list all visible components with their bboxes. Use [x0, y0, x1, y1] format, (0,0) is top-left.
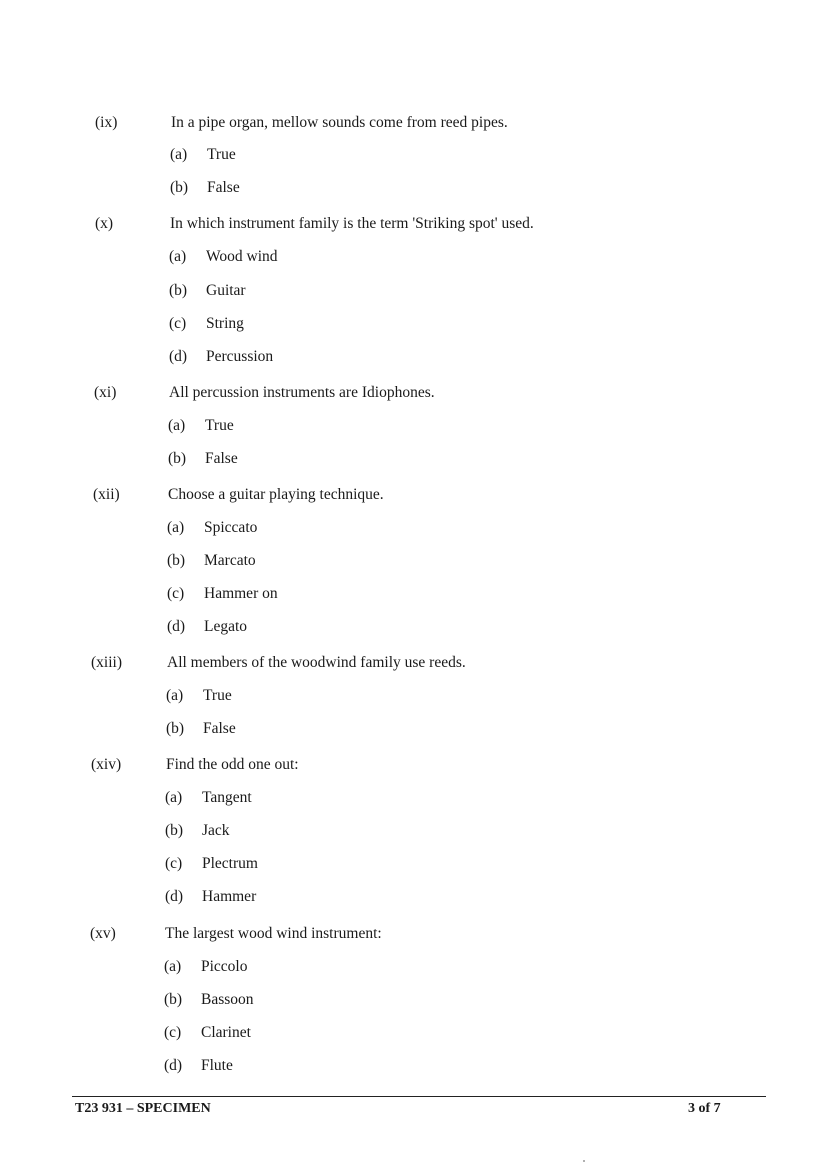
option-text: Plectrum — [202, 855, 258, 872]
option-label: (a) — [165, 789, 183, 806]
option-label: (d) — [167, 618, 186, 635]
question-number: (xii) — [93, 486, 120, 503]
option-label: (c) — [169, 315, 187, 332]
option-text: Bassoon — [201, 991, 254, 1008]
option-label: (b) — [167, 552, 186, 569]
option-text: Wood wind — [206, 248, 278, 265]
question-number: (xiv) — [91, 756, 122, 773]
question-number: (xv) — [90, 925, 116, 942]
option-label: (a) — [170, 146, 188, 163]
option-text: Spiccato — [204, 519, 258, 536]
option-label: (a) — [164, 958, 182, 975]
option-text: True — [205, 417, 234, 434]
option-label: (d) — [164, 1057, 183, 1074]
option-text: Tangent — [202, 789, 252, 806]
option-label: (b) — [168, 450, 187, 467]
option-text: False — [207, 179, 240, 196]
option-label: (c) — [167, 585, 185, 602]
option-label: (b) — [166, 720, 185, 737]
option-label: (b) — [169, 282, 188, 299]
option-text: Flute — [201, 1057, 233, 1074]
option-text: Hammer on — [204, 585, 278, 602]
option-text: True — [203, 687, 232, 704]
option-text: String — [206, 315, 244, 332]
scan-speck — [583, 1160, 585, 1162]
footer-paper-code: T23 931 – SPECIMEN — [75, 1101, 211, 1116]
question-number: (ix) — [95, 114, 118, 131]
question-number: (x) — [95, 215, 114, 232]
option-label: (b) — [170, 179, 189, 196]
option-text: Guitar — [206, 282, 246, 299]
option-label: (b) — [165, 822, 184, 839]
option-text: Marcato — [204, 552, 256, 569]
question-text: Find the odd one out: — [166, 756, 299, 773]
question-text: In a pipe organ, mellow sounds come from reed pipes. — [171, 114, 508, 131]
option-text: Jack — [202, 822, 230, 839]
question-text: All percussion instruments are Idiophones. — [169, 384, 435, 401]
option-label: (c) — [164, 1024, 182, 1041]
option-label: (a) — [169, 248, 187, 265]
question-text: In which instrument family is the term 'Striking spot' used. — [170, 215, 534, 232]
option-text: False — [203, 720, 236, 737]
question-text: All members of the woodwind family use reeds. — [167, 654, 466, 671]
footer-page-number: 3 of 7 — [688, 1101, 721, 1116]
question-text: The largest wood wind instrument: — [165, 925, 382, 942]
option-label: (a) — [168, 417, 186, 434]
option-text: Percussion — [206, 348, 274, 365]
question-number: (xi) — [94, 384, 117, 401]
option-label: (a) — [166, 687, 184, 704]
option-label: (d) — [169, 348, 188, 365]
option-label: (a) — [167, 519, 185, 536]
option-label: (c) — [165, 855, 183, 872]
option-label: (d) — [165, 888, 184, 905]
option-label: (b) — [164, 991, 183, 1008]
option-text: False — [205, 450, 238, 467]
question-number: (xiii) — [91, 654, 122, 671]
option-text: True — [207, 146, 236, 163]
option-text: Legato — [204, 618, 248, 635]
option-text: Piccolo — [201, 958, 248, 975]
question-text: Choose a guitar playing technique. — [168, 486, 384, 503]
footer-divider — [72, 1096, 766, 1097]
option-text: Clarinet — [201, 1024, 251, 1041]
option-text: Hammer — [202, 888, 257, 905]
